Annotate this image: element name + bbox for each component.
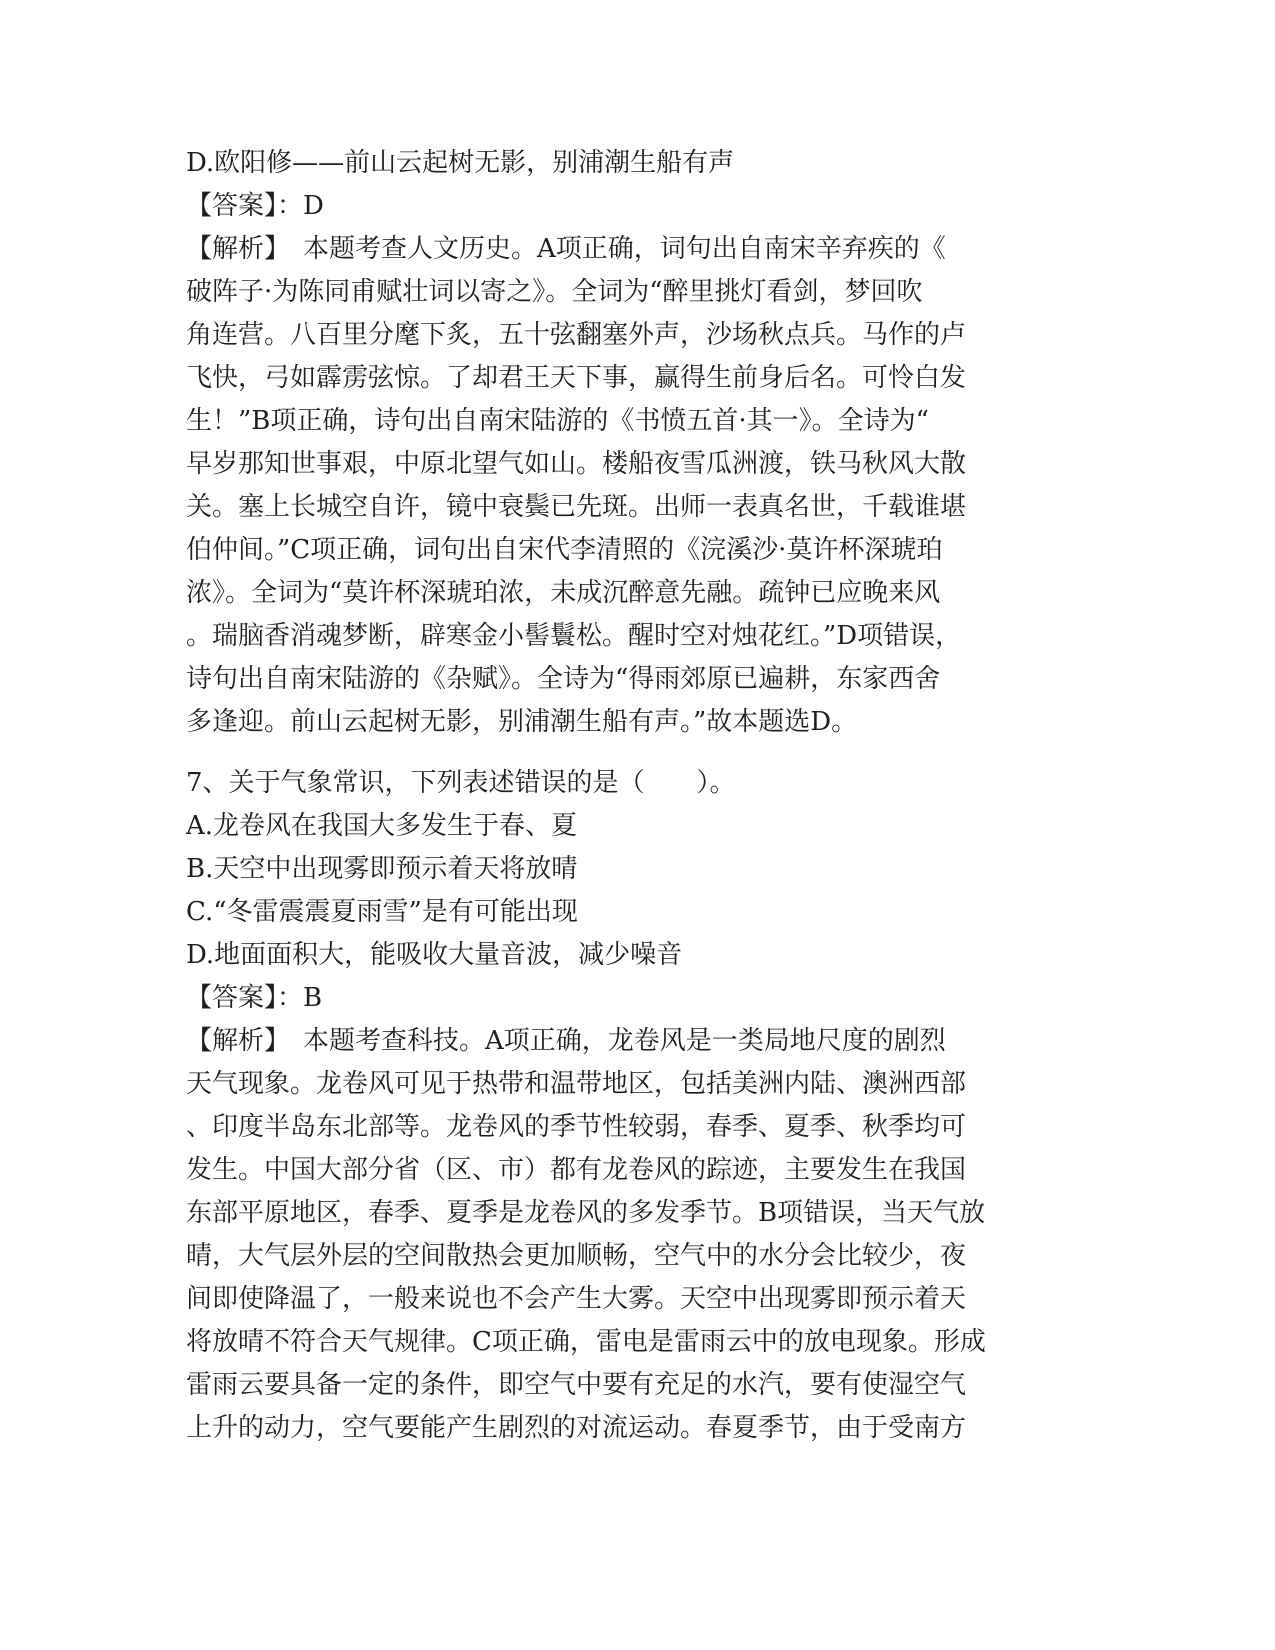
q7-analysis [186, 1020, 1086, 1450]
q6-analysis-line: 角连营。八百里分麾下炙，五十弦翻塞外声，沙场秋点兵。马作的卢 [186, 320, 967, 350]
q7-options [186, 805, 1086, 977]
q7-option-d: D.地面面积大，能吸收大量音波，减少噪音 [186, 940, 683, 970]
q7-analysis-line: 上升的动力，空气要能产生剧烈的对流运动。春夏季节，由于受南方 [186, 1413, 967, 1443]
q7-question: 7、关于气象常识，下列表述错误的是（ ）。 [186, 768, 736, 798]
q7-analysis-line: 将放晴不符合天气规律。C项正确，雷电是雷雨云中的放电现象。形成 [186, 1327, 986, 1357]
q7-analysis-line: 雷雨云要具备一定的条件，即空气中要有充足的水汽，要有使湿空气 [186, 1370, 967, 1400]
q6-analysis-line: 伯仲间。”C项正确，词句出自宋代李清照的《浣溪沙·莫许杯深琥珀 [186, 535, 943, 565]
q6-analysis-line: 浓》。全词为“莫许杯深琥珀浓，未成沉醉意先融。疏钟已应晚来风 [186, 578, 941, 608]
page-content [186, 142, 1086, 1450]
q6-analysis-line: 多逢迎。前山云起树无影，别浦潮生船有声。”故本题选D。 [186, 707, 858, 737]
q6-analysis-line: 诗句出自南宋陆游的《杂赋》。全诗为“得雨郊原已遍耕，东家西舍 [186, 664, 941, 694]
q7-option-b: B.天空中出现雾即预示着天将放晴 [186, 854, 578, 884]
q7-analysis-line: 东部平原地区，春季、夏季是龙卷风的多发季节。B项错误，当天气放 [186, 1198, 986, 1228]
q6-analysis-line: 。瑞脑香消魂梦断，辟寒金小髻鬟松。醒时空对烛花红。”D项错误， [186, 621, 962, 651]
q7-answer: 【答案】：B [186, 983, 323, 1013]
q6-analysis-line: 破阵子·为陈同甫赋壮词以寄之》。全词为“醉里挑灯看剑，梦回吹 [186, 277, 923, 307]
q7-analysis-line: 、印度半岛东北部等。龙卷风的季节性较弱，春季、夏季、秋季均可 [186, 1112, 967, 1142]
q6-analysis-line: 【解析】 本题考查人文历史。A项正确，词句出自南宋辛弃疾的《 [186, 234, 946, 264]
q6-analysis-line: 早岁那知世事艰，中原北望气如山。楼船夜雪瓜洲渡，铁马秋风大散 [186, 449, 967, 479]
q6-analysis [186, 228, 1086, 744]
q6-analysis-line: 生！”B项正确，诗句出自南宋陆游的《书愤五首·其一》。全诗为“ [186, 406, 929, 436]
q6-option-d: D.欧阳修——前山云起树无影，别浦潮生船有声 [186, 148, 735, 178]
q6-analysis-line: 关。塞上长城空自许，镜中衰鬓已先斑。出师一表真名世，千载谁堪 [186, 492, 967, 522]
q7-option-c: C.“冬雷震震夏雨雪”是有可能出现 [186, 897, 578, 927]
q7-analysis-line: 发生。中国大部分省（区、市）都有龙卷风的踪迹，主要发生在我国 [186, 1155, 967, 1185]
q6-analysis-line: 飞快，弓如霹雳弦惊。了却君王天下事，赢得生前身后名。可怜白发 [186, 363, 967, 393]
q6-answer: 【答案】：D [186, 191, 324, 221]
q7-analysis-line: 天气现象。龙卷风可见于热带和温带地区，包括美洲内陆、澳洲西部 [186, 1069, 967, 1099]
q7-analysis-line: 间即使降温了，一般来说也不会产生大雾。天空中出现雾即预示着天 [186, 1284, 967, 1314]
q7-analysis-line: 晴，大气层外层的空间散热会更加顺畅，空气中的水分会比较少，夜 [186, 1241, 967, 1271]
q7-option-a: A.龙卷风在我国大多发生于春、夏 [186, 811, 578, 841]
q7-analysis-line: 【解析】 本题考查科技。A项正确，龙卷风是一类局地尺度的剧烈 [186, 1026, 946, 1056]
question-spacer [186, 744, 1086, 762]
